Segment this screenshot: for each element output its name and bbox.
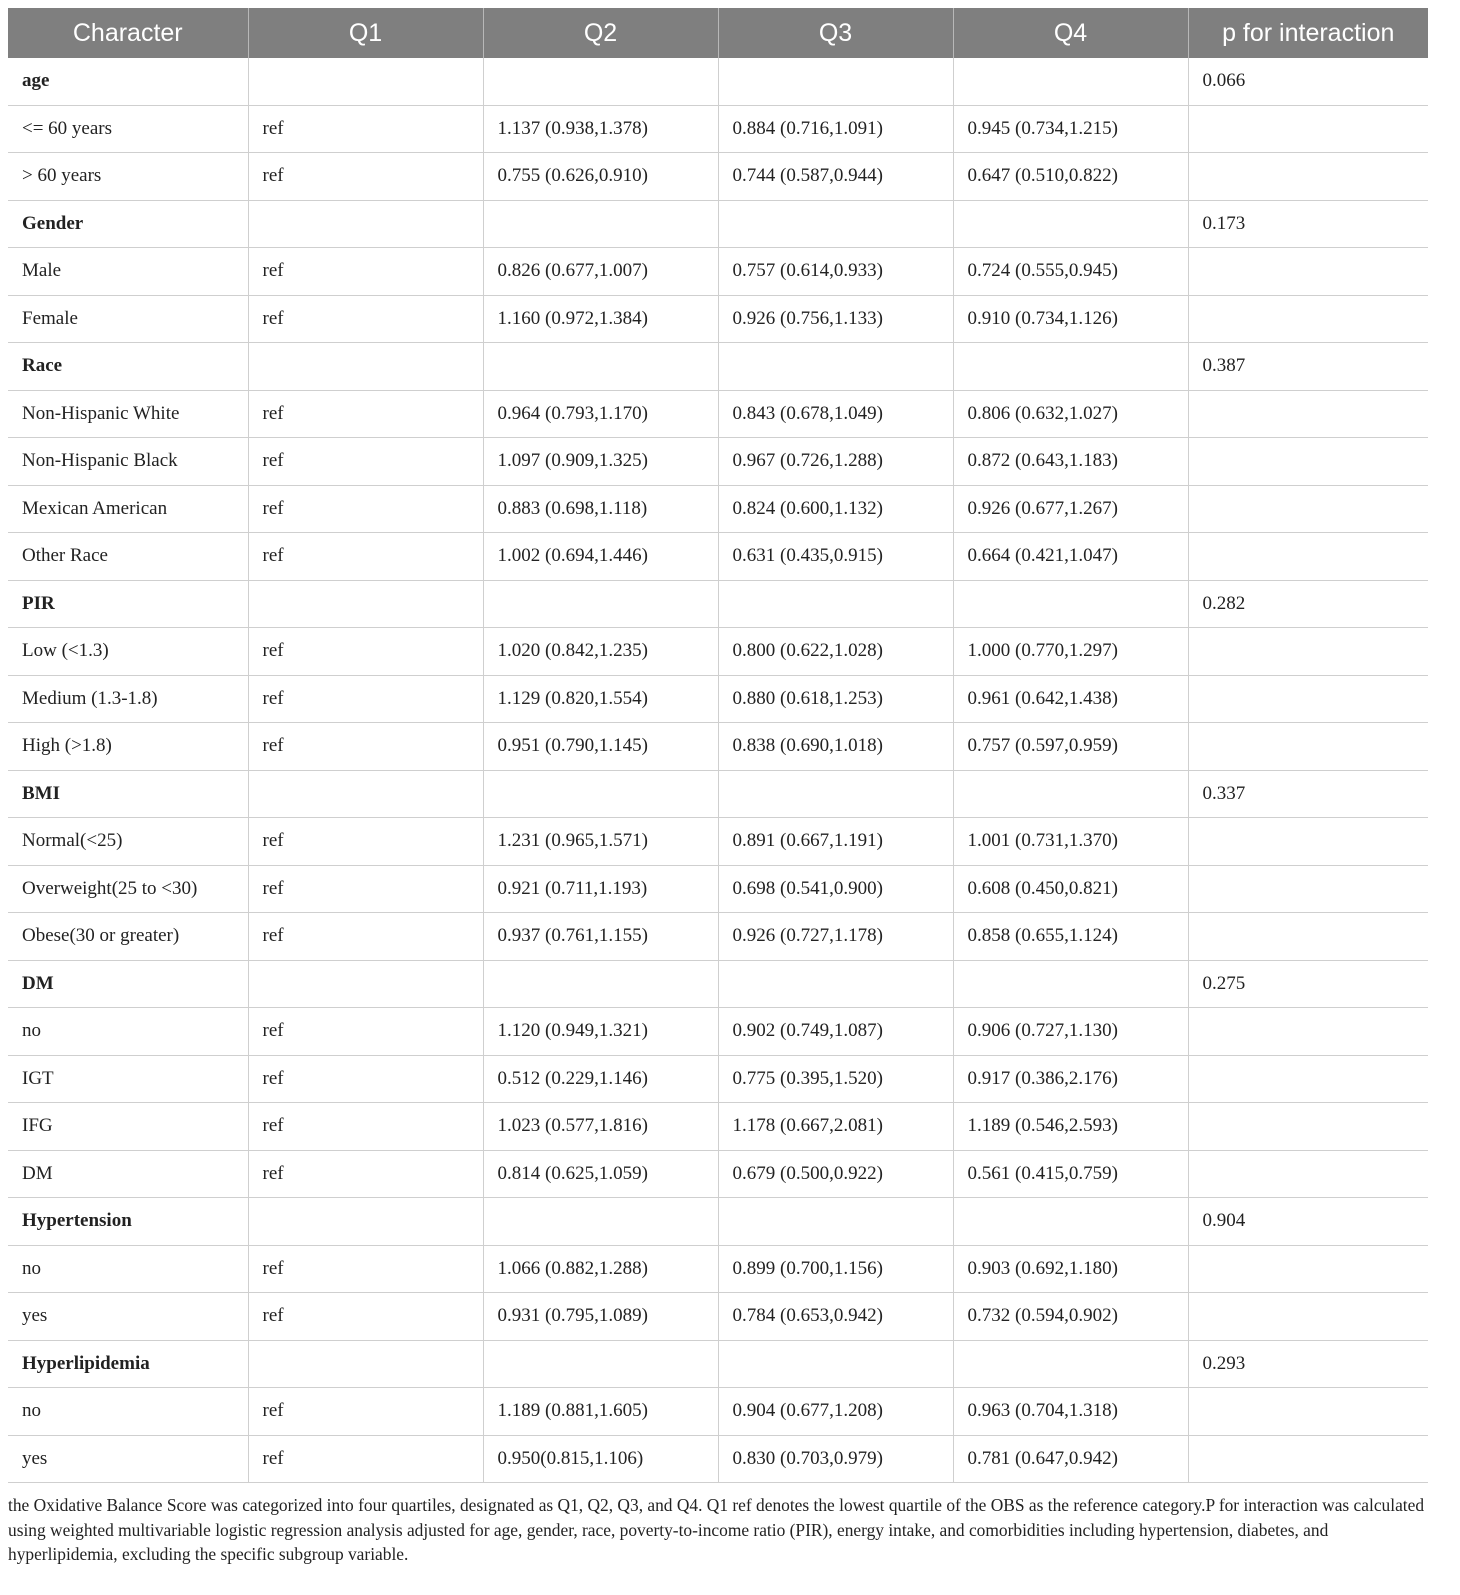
cell-q4 [953,58,1188,105]
cell-q1: ref [248,1150,483,1198]
cell-q4: 0.806 (0.632,1.027) [953,390,1188,438]
cell-q2 [483,960,718,1008]
cell-q4: 0.906 (0.727,1.130) [953,1008,1188,1056]
cell-q2: 0.937 (0.761,1.155) [483,913,718,961]
cell-p-for-interaction: 0.173 [1188,200,1428,248]
cell-p-for-interaction: 0.066 [1188,58,1428,105]
cell-q4 [953,200,1188,248]
cell-p-for-interaction [1188,1150,1428,1198]
cell-q3: 0.904 (0.677,1.208) [718,1388,953,1436]
cell-q1: ref [248,295,483,343]
header-q2: Q2 [483,8,718,58]
cell-q3 [718,1340,953,1388]
cell-character: > 60 years [8,153,248,201]
cell-q2: 1.129 (0.820,1.554) [483,675,718,723]
table-row [8,1245,1428,1293]
cell-p-for-interaction: 0.337 [1188,770,1428,818]
cell-q3: 0.838 (0.690,1.018) [718,723,953,771]
cell-q3 [718,960,953,1008]
cell-q4: 0.664 (0.421,1.047) [953,533,1188,581]
table-row [8,1055,1428,1103]
cell-q2 [483,1340,718,1388]
cell-q3: 0.800 (0.622,1.028) [718,628,953,676]
cell-q4: 0.963 (0.704,1.318) [953,1388,1188,1436]
cell-q2 [483,1198,718,1246]
cell-q1: ref [248,533,483,581]
cell-q2: 1.120 (0.949,1.321) [483,1008,718,1056]
cell-q2: 1.097 (0.909,1.325) [483,438,718,486]
cell-q1 [248,58,483,105]
header-character: Character [8,8,248,58]
cell-p-for-interaction [1188,438,1428,486]
table-row [8,1435,1428,1483]
cell-character: PIR [8,580,248,628]
cell-character: Overweight(25 to <30) [8,865,248,913]
table-group-row [8,1340,1428,1388]
cell-p-for-interaction [1188,153,1428,201]
cell-q1: ref [248,1388,483,1436]
cell-character: Obese(30 or greater) [8,913,248,961]
cell-q2: 1.231 (0.965,1.571) [483,818,718,866]
cell-q2: 0.951 (0.790,1.145) [483,723,718,771]
cell-q4 [953,1340,1188,1388]
table-container [8,8,1428,1483]
cell-q4: 0.903 (0.692,1.180) [953,1245,1188,1293]
cell-p-for-interaction [1188,1055,1428,1103]
header-q3: Q3 [718,8,953,58]
table-group-row [8,58,1428,105]
cell-q2 [483,343,718,391]
cell-q1: ref [248,865,483,913]
cell-character: Medium (1.3-1.8) [8,675,248,723]
cell-q1: ref [248,1293,483,1341]
cell-q3: 0.830 (0.703,0.979) [718,1435,953,1483]
cell-q3: 0.843 (0.678,1.049) [718,390,953,438]
cell-q3: 0.757 (0.614,0.933) [718,248,953,296]
cell-q1 [248,960,483,1008]
cell-q4: 1.000 (0.770,1.297) [953,628,1188,676]
table-row [8,1103,1428,1151]
table-group-row [8,960,1428,1008]
cell-p-for-interaction [1188,485,1428,533]
cell-q2: 1.002 (0.694,1.446) [483,533,718,581]
cell-p-for-interaction: 0.275 [1188,960,1428,1008]
cell-p-for-interaction: 0.387 [1188,343,1428,391]
cell-q1: ref [248,390,483,438]
cell-p-for-interaction [1188,1388,1428,1436]
table-group-row [8,343,1428,391]
cell-q3 [718,580,953,628]
cell-character: Race [8,343,248,391]
cell-character: DM [8,960,248,1008]
cell-q2: 0.814 (0.625,1.059) [483,1150,718,1198]
cell-q1: ref [248,105,483,153]
cell-q4: 0.732 (0.594,0.902) [953,1293,1188,1341]
cell-q3: 1.178 (0.667,2.081) [718,1103,953,1151]
table-group-row [8,770,1428,818]
cell-p-for-interaction [1188,818,1428,866]
cell-q4 [953,770,1188,818]
cell-character: Non-Hispanic White [8,390,248,438]
cell-p-for-interaction [1188,723,1428,771]
cell-q2 [483,770,718,818]
cell-character: Hypertension [8,1198,248,1246]
cell-q2: 0.964 (0.793,1.170) [483,390,718,438]
cell-q4 [953,1198,1188,1246]
cell-q4: 0.961 (0.642,1.438) [953,675,1188,723]
table-row [8,628,1428,676]
cell-q4 [953,960,1188,1008]
cell-character: yes [8,1435,248,1483]
table-row [8,913,1428,961]
cell-q4: 1.001 (0.731,1.370) [953,818,1188,866]
cell-q1: ref [248,438,483,486]
cell-q3 [718,58,953,105]
cell-q1: ref [248,153,483,201]
cell-q1: ref [248,1103,483,1151]
table-row [8,248,1428,296]
cell-p-for-interaction [1188,1008,1428,1056]
cell-q3 [718,343,953,391]
cell-q2: 0.826 (0.677,1.007) [483,248,718,296]
cell-q3: 0.698 (0.541,0.900) [718,865,953,913]
cell-q2: 0.512 (0.229,1.146) [483,1055,718,1103]
header-p-for-interaction: p for interaction [1188,8,1428,58]
cell-character: yes [8,1293,248,1341]
cell-character: Normal(<25) [8,818,248,866]
cell-q2: 1.160 (0.972,1.384) [483,295,718,343]
cell-p-for-interaction [1188,295,1428,343]
cell-q4: 0.872 (0.643,1.183) [953,438,1188,486]
cell-q3: 0.926 (0.756,1.133) [718,295,953,343]
cell-p-for-interaction [1188,533,1428,581]
cell-character: Non-Hispanic Black [8,438,248,486]
cell-p-for-interaction: 0.282 [1188,580,1428,628]
cell-q1: ref [248,1245,483,1293]
cell-character: Gender [8,200,248,248]
cell-p-for-interaction [1188,1435,1428,1483]
table-row [8,818,1428,866]
cell-q1 [248,1340,483,1388]
cell-q4: 0.724 (0.555,0.945) [953,248,1188,296]
cell-q4: 0.917 (0.386,2.176) [953,1055,1188,1103]
cell-q3: 0.884 (0.716,1.091) [718,105,953,153]
subgroup-results-table [8,8,1428,1483]
header-row [8,8,1428,58]
cell-q1: ref [248,1008,483,1056]
table-header [8,8,1428,58]
cell-q3: 0.902 (0.749,1.087) [718,1008,953,1056]
cell-character: Male [8,248,248,296]
cell-q3: 0.824 (0.600,1.132) [718,485,953,533]
cell-p-for-interaction [1188,105,1428,153]
cell-p-for-interaction [1188,628,1428,676]
table-row [8,1293,1428,1341]
cell-q3: 0.926 (0.727,1.178) [718,913,953,961]
cell-q1: ref [248,1435,483,1483]
cell-q3: 0.784 (0.653,0.942) [718,1293,953,1341]
cell-q2: 1.023 (0.577,1.816) [483,1103,718,1151]
header-q1: Q1 [248,8,483,58]
cell-character: no [8,1245,248,1293]
cell-q3: 0.967 (0.726,1.288) [718,438,953,486]
cell-q1: ref [248,628,483,676]
cell-q4: 0.910 (0.734,1.126) [953,295,1188,343]
cell-character: Female [8,295,248,343]
table-row [8,865,1428,913]
table-row [8,153,1428,201]
cell-q3: 0.891 (0.667,1.191) [718,818,953,866]
cell-q4: 0.945 (0.734,1.215) [953,105,1188,153]
cell-character: Other Race [8,533,248,581]
header-q4: Q4 [953,8,1188,58]
cell-q2: 0.921 (0.711,1.193) [483,865,718,913]
table-group-row [8,200,1428,248]
cell-q1: ref [248,248,483,296]
cell-character: no [8,1388,248,1436]
cell-q4: 0.926 (0.677,1.267) [953,485,1188,533]
cell-q4: 0.647 (0.510,0.822) [953,153,1188,201]
cell-character: IFG [8,1103,248,1151]
cell-q4 [953,343,1188,391]
table-group-row [8,580,1428,628]
cell-q4: 0.561 (0.415,0.759) [953,1150,1188,1198]
cell-character: Mexican American [8,485,248,533]
table-body [8,58,1428,1483]
cell-q3: 0.880 (0.618,1.253) [718,675,953,723]
cell-q2: 0.755 (0.626,0.910) [483,153,718,201]
cell-q1: ref [248,818,483,866]
table-row [8,1150,1428,1198]
cell-p-for-interaction: 0.293 [1188,1340,1428,1388]
table-row [8,105,1428,153]
cell-p-for-interaction [1188,865,1428,913]
cell-q1: ref [248,913,483,961]
cell-q2: 1.020 (0.842,1.235) [483,628,718,676]
table-group-row [8,1198,1428,1246]
cell-character: Low (<1.3) [8,628,248,676]
cell-character: no [8,1008,248,1056]
cell-q1: ref [248,485,483,533]
table-row [8,723,1428,771]
cell-q2: 0.931 (0.795,1.089) [483,1293,718,1341]
table-row [8,390,1428,438]
cell-q2: 1.137 (0.938,1.378) [483,105,718,153]
cell-q4: 0.757 (0.597,0.959) [953,723,1188,771]
cell-character: IGT [8,1055,248,1103]
cell-q2: 0.950(0.815,1.106) [483,1435,718,1483]
cell-p-for-interaction [1188,913,1428,961]
cell-q1 [248,770,483,818]
cell-q3: 0.631 (0.435,0.915) [718,533,953,581]
cell-p-for-interaction [1188,675,1428,723]
cell-p-for-interaction [1188,1245,1428,1293]
cell-p-for-interaction [1188,390,1428,438]
cell-q2: 1.066 (0.882,1.288) [483,1245,718,1293]
cell-q1 [248,200,483,248]
cell-q3 [718,200,953,248]
cell-q4: 0.858 (0.655,1.124) [953,913,1188,961]
table-row [8,675,1428,723]
cell-q2: 1.189 (0.881,1.605) [483,1388,718,1436]
cell-character: Hyperlipidemia [8,1340,248,1388]
cell-q3: 0.775 (0.395,1.520) [718,1055,953,1103]
table-row [8,295,1428,343]
cell-q2: 0.883 (0.698,1.118) [483,485,718,533]
cell-character: BMI [8,770,248,818]
cell-q2 [483,580,718,628]
cell-character: High (>1.8) [8,723,248,771]
cell-q1 [248,580,483,628]
cell-character: DM [8,1150,248,1198]
table-row [8,1008,1428,1056]
cell-q2 [483,58,718,105]
cell-p-for-interaction [1188,248,1428,296]
cell-q1: ref [248,723,483,771]
table-row [8,438,1428,486]
cell-q3: 0.744 (0.587,0.944) [718,153,953,201]
cell-q1 [248,1198,483,1246]
cell-character: <= 60 years [8,105,248,153]
cell-p-for-interaction [1188,1103,1428,1151]
cell-q3: 0.679 (0.500,0.922) [718,1150,953,1198]
table-row [8,533,1428,581]
cell-q3 [718,1198,953,1246]
cell-q3: 0.899 (0.700,1.156) [718,1245,953,1293]
table-row [8,1388,1428,1436]
cell-q4: 0.781 (0.647,0.942) [953,1435,1188,1483]
table-row [8,485,1428,533]
cell-q2 [483,200,718,248]
cell-p-for-interaction [1188,1293,1428,1341]
cell-q1 [248,343,483,391]
cell-character: age [8,58,248,105]
cell-p-for-interaction: 0.904 [1188,1198,1428,1246]
cell-q3 [718,770,953,818]
cell-q4: 1.189 (0.546,2.593) [953,1103,1188,1151]
cell-q1: ref [248,1055,483,1103]
table-footnote: the Oxidative Balance Score was categorized into four quartiles, designated as Q1, Q2, Q3, and Q4. Q1 ref denotes the lowest quartile of the OBS as the reference category.P for interaction was calculated using weighted multivariable logistic regression analysis adjusted for age, gender, race, poverty-to-income ratio (PIR), energy intake, and comorbidities including hypertension, diabetes, and hyperlipidemia, excluding the specific subgroup variable. [8,1495,1425,1564]
cell-q4 [953,580,1188,628]
cell-q4: 0.608 (0.450,0.821) [953,865,1188,913]
cell-q1: ref [248,675,483,723]
